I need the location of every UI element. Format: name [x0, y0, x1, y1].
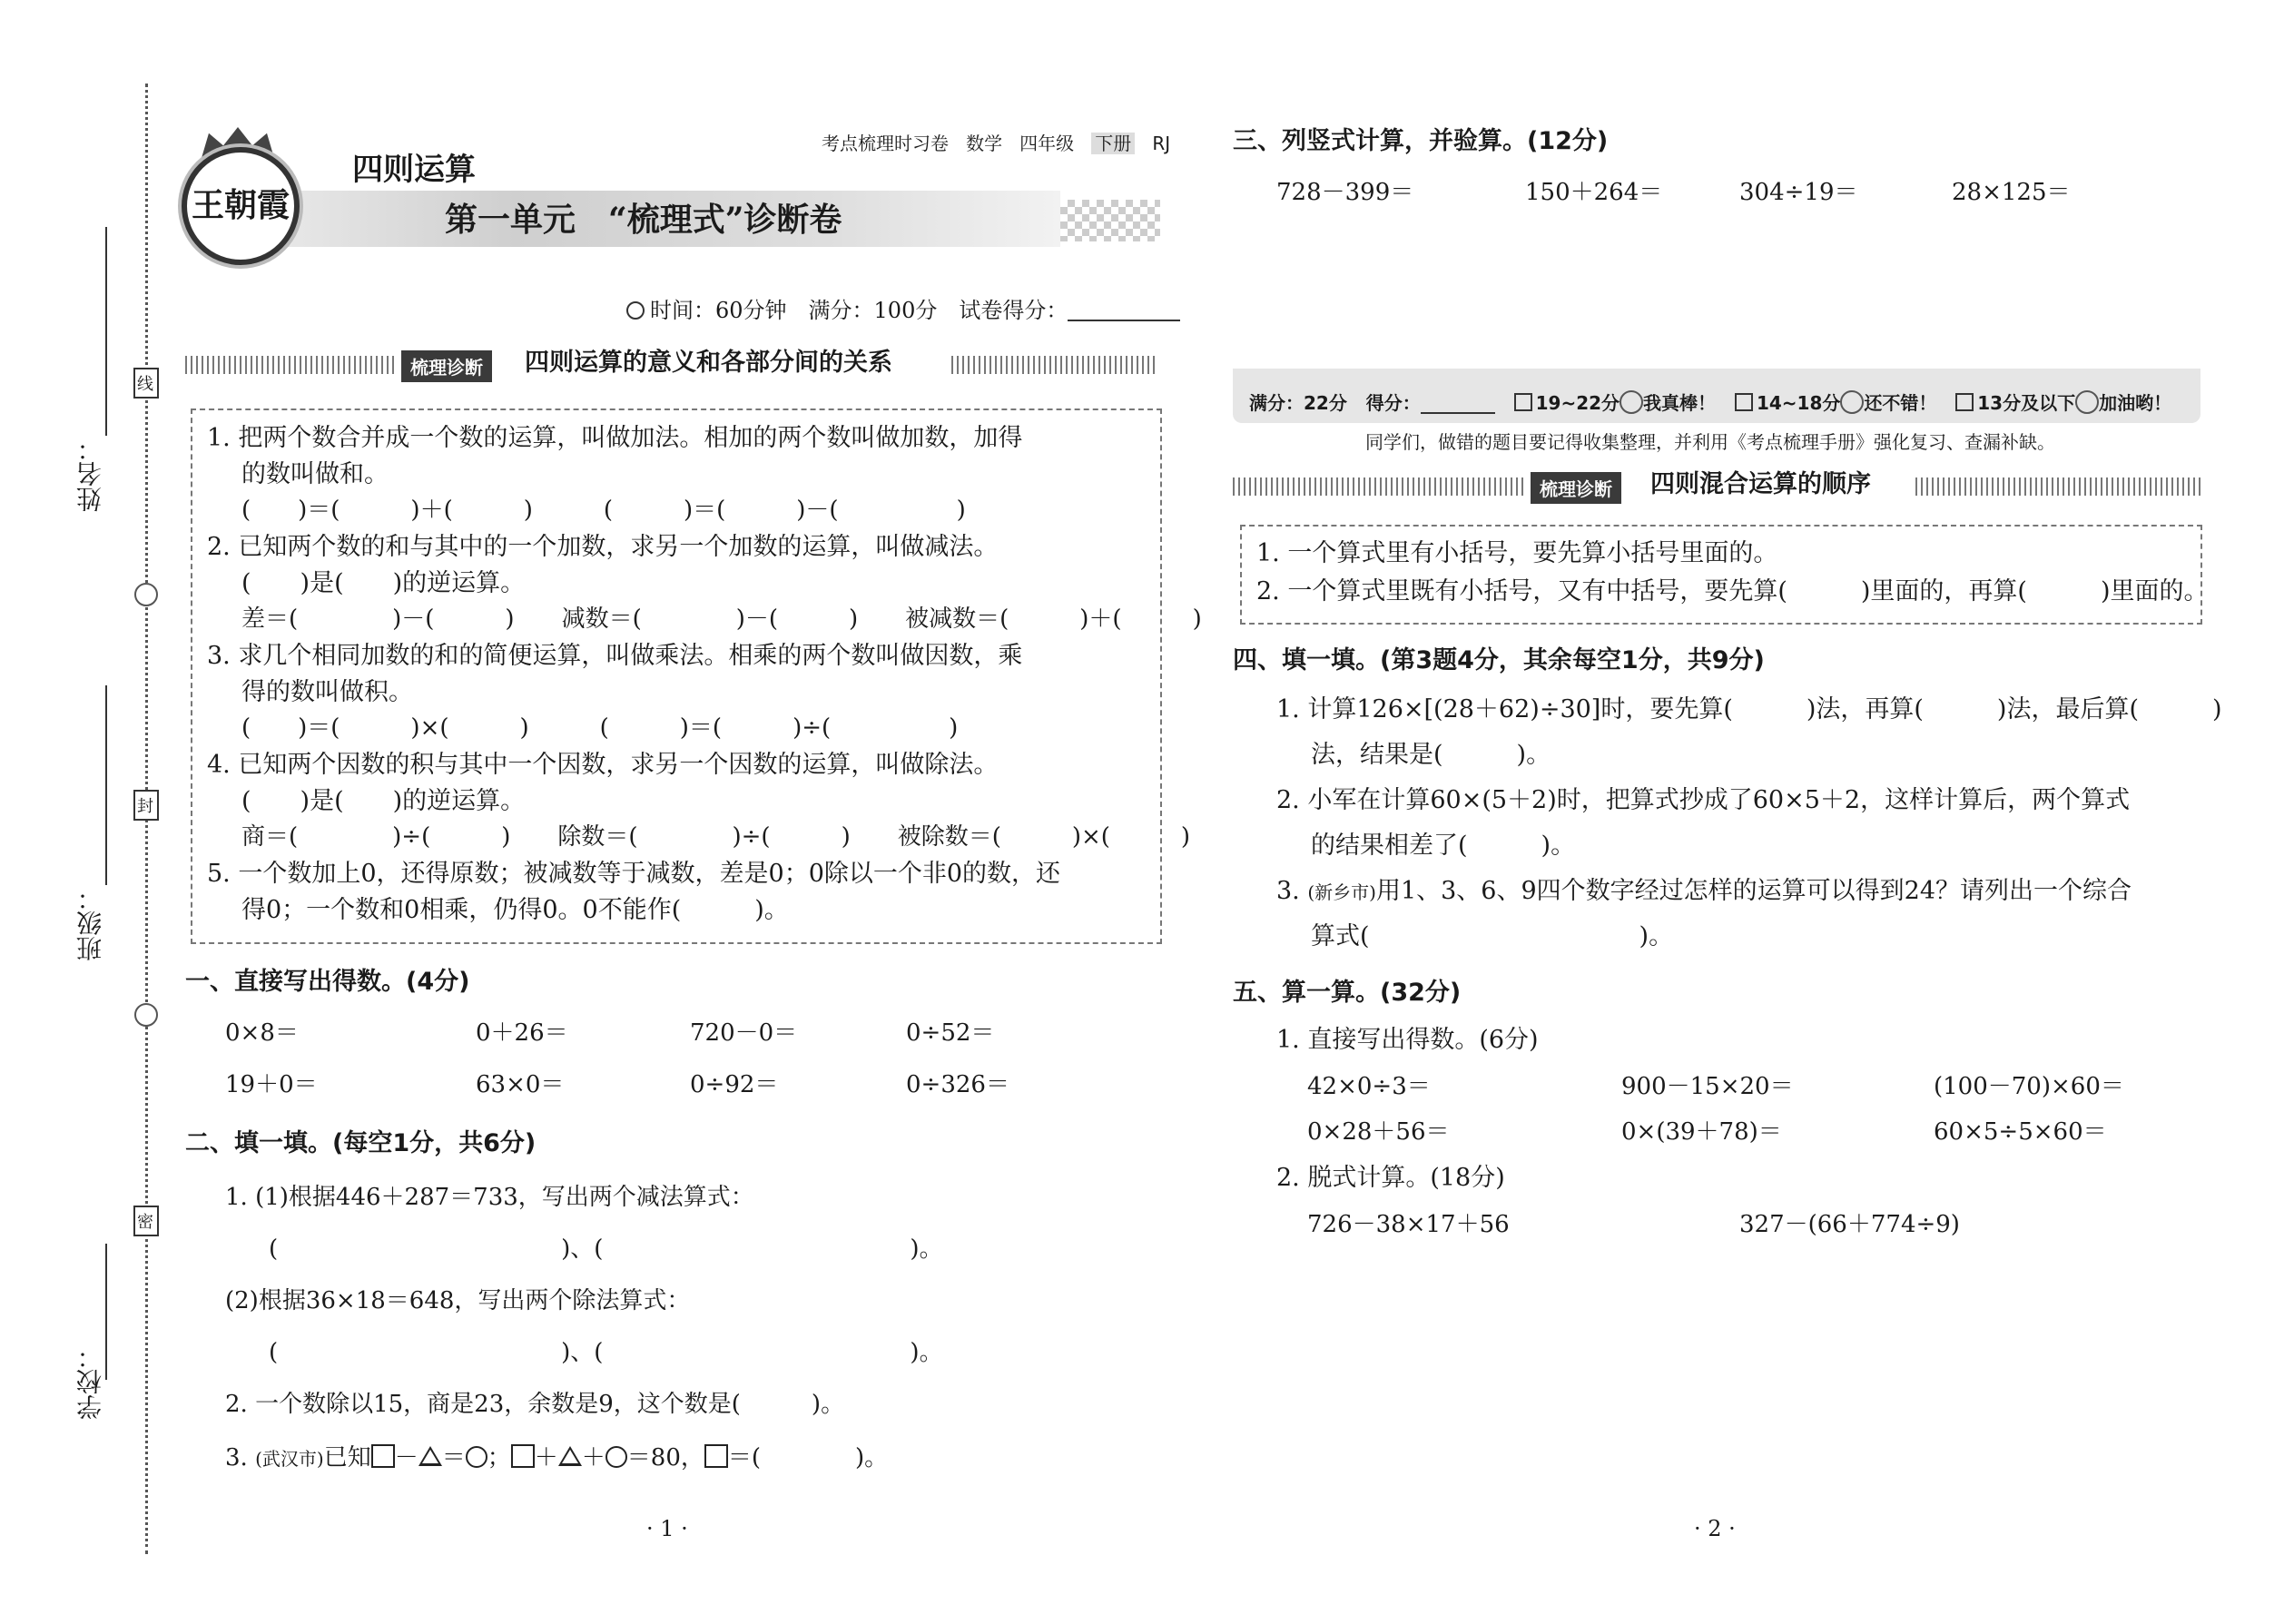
concept-blank-line[interactable]: 商＝( )÷( ) 除数＝( )÷( ) 被除数＝( )×( ) — [241, 823, 1191, 851]
square-icon — [704, 1444, 728, 1468]
question-4-2-cont[interactable]: 的结果相差了( )。 — [1311, 832, 1576, 860]
rating-checkbox[interactable] — [1955, 393, 1974, 411]
class-label: 班级： — [75, 885, 105, 961]
clock-icon — [626, 301, 645, 320]
concept-blank-line[interactable]: ( )＝( )＋( ) ( )＝( )－( ) — [241, 497, 966, 524]
question-5-2: 2. 脱式计算。(18分) — [1276, 1164, 1505, 1192]
calc-item[interactable]: 42×0÷3＝ — [1307, 1073, 1431, 1100]
question-4-2: 2. 小军在计算60×(5＋2)时，把算式抄成了60×5＋2，这样计算后，两个算式 — [1276, 786, 2131, 814]
series-name: 考点梳理时习卷 — [822, 133, 949, 154]
triangle-icon — [558, 1446, 582, 1466]
semicolon: ； — [487, 1444, 511, 1471]
concept-line: 3. 求几个相同加数的和的简便运算，叫做乘法。相乘的两个数叫做因数，乘 — [207, 642, 1023, 670]
rating-range: 14~18分 — [1756, 392, 1841, 414]
source-city: (武汉市) — [255, 1448, 324, 1470]
brand-logo — [182, 147, 300, 265]
score-blank[interactable] — [1421, 396, 1495, 414]
rating-checkbox[interactable] — [1735, 393, 1753, 411]
vertical-calc-item[interactable]: 728－399＝ — [1276, 179, 1414, 206]
rating-text: 我真棒！ — [1643, 392, 1717, 414]
answer-blanks[interactable]: ( )、( )。 — [269, 1235, 943, 1263]
rating-text: 加油哟！ — [2099, 392, 2172, 414]
circle-icon — [605, 1446, 627, 1468]
answer-blanks[interactable]: ( )、( )。 — [269, 1339, 943, 1366]
rating-range: 13分及以下 — [1977, 392, 2076, 414]
question-2-title: 二、填一填。(每空1分，共6分) — [185, 1129, 537, 1157]
vertical-calc-item[interactable]: 150＋264＝ — [1525, 179, 1663, 206]
page-number: · 1 · — [646, 1516, 688, 1541]
minus-sign: － — [394, 1444, 418, 1471]
banner-checker-decoration — [1060, 200, 1160, 241]
name-underline — [105, 227, 107, 436]
question-1-title: 一、直接写出得数。(4分) — [185, 968, 470, 996]
q2-3-text: 已知 — [323, 1444, 371, 1471]
smile-face-icon — [1840, 390, 1864, 414]
score-blank[interactable] — [1068, 298, 1180, 321]
question-2-2[interactable]: 2. 一个数除以15，商是23，余数是9，这个数是( )。 — [225, 1391, 845, 1418]
question-5-1: 1. 直接写出得数。(6分) — [1276, 1026, 1539, 1054]
calc-item[interactable]: 0÷92＝ — [690, 1071, 779, 1098]
question-4-title: 四、填一填。(第3题4分，其余每空1分，共9分) — [1233, 646, 1765, 674]
triangle-icon — [418, 1446, 442, 1466]
circle-icon — [466, 1446, 487, 1468]
calc-item[interactable]: (100－70)×60＝ — [1934, 1073, 2124, 1100]
school-label: 学校： — [75, 1343, 105, 1420]
brand-logo-text: 王朝霞 — [191, 186, 290, 224]
answer-blank[interactable]: ＝( )。 — [727, 1444, 889, 1471]
exam-meta — [626, 298, 1180, 321]
calc-item[interactable]: 0×(39＋78)＝ — [1621, 1118, 1782, 1146]
name-label: 姓名： — [75, 436, 105, 512]
concept-blank-line[interactable]: ( )＝( )×( ) ( )＝( )÷( ) — [241, 714, 959, 742]
section-tag: 梳理诊断 — [1531, 472, 1621, 504]
concept-line: 4. 已知两个因数的积与其中一个因数，求另一个因数的运算，叫做除法。 — [207, 751, 999, 779]
section-divider — [1233, 477, 1523, 496]
question-4-1[interactable]: 1. 计算126×[(28＋62)÷30]时，要先算( )法，再算( )法，最后算( ) — [1276, 695, 2222, 723]
concept-blank-line[interactable]: ( )是( )的逆运算。 — [241, 569, 526, 597]
cheer-face-icon — [2075, 390, 2099, 414]
binding-mark-seal: 封 — [133, 790, 159, 821]
plus-sign: ＋ — [534, 1444, 558, 1471]
expression-item[interactable]: 327－(66＋774÷9) — [1739, 1211, 1960, 1238]
q4-3-text: 用1、3、6、9四个数字经过怎样的运算可以得到24？请列出一个综合 — [1375, 877, 2132, 905]
concept-blank-line[interactable]: 得0；一个数和0相乘，仍得0。0不能作( )。 — [241, 896, 789, 924]
section-title: 四则运算的意义和各部分间的关系 — [525, 349, 892, 377]
question-2-3-number: 3. — [225, 1444, 256, 1471]
question-4-3-cont[interactable]: 算式( )。 — [1311, 922, 1674, 950]
subject: 数学 — [966, 133, 1003, 154]
binding-hole-icon — [134, 1003, 158, 1027]
question-4-3-number: 3. — [1276, 877, 1308, 905]
question-2-1a: 1. (1)根据446＋287＝733，写出两个减法算式： — [225, 1184, 754, 1211]
equals-80: ＝80， — [626, 1444, 704, 1471]
concept-line: 1. 把两个数合并成一个数的运算，叫做加法。相加的两个数叫做加数，加得 — [207, 424, 1023, 452]
section-divider — [185, 356, 394, 374]
score-summary — [1249, 390, 2171, 414]
grade: 四年级 — [1019, 133, 1075, 154]
page-number: · 2 · — [1694, 1516, 1736, 1541]
calc-item[interactable]: 19＋0＝ — [225, 1071, 318, 1098]
calc-item[interactable]: 0×8＝ — [225, 1019, 299, 1047]
happy-face-icon — [1620, 390, 1643, 414]
section-divider — [1915, 477, 2200, 496]
calc-item[interactable]: 60×5÷5×60＝ — [1934, 1118, 2107, 1146]
question-4-1-cont[interactable]: 法，结果是( )。 — [1311, 741, 1551, 769]
calc-item[interactable]: 0÷52＝ — [906, 1019, 995, 1047]
concept-line: 得的数叫做积。 — [241, 678, 413, 706]
calc-item[interactable]: 720－0＝ — [690, 1019, 798, 1047]
plus-sign: ＋ — [581, 1444, 605, 1471]
class-underline — [105, 685, 107, 885]
question-2-3[interactable] — [225, 1444, 888, 1470]
full-score: 满分：22分 — [1249, 392, 1347, 414]
exam-title: 第一单元 “梳理式”诊断卷 — [445, 201, 842, 239]
concept-line: 的数叫做和。 — [241, 460, 389, 488]
concept-blank-line[interactable]: ( )是( )的逆运算。 — [241, 787, 526, 815]
rating-text: 还不错！ — [1864, 392, 1937, 414]
binding-mark-fold: 密 — [133, 1206, 159, 1236]
exam-meta-text: 时间：60分钟 满分：100分 试卷得分： — [650, 298, 1068, 323]
series-info — [822, 134, 1170, 153]
section-title: 四则混合运算的顺序 — [1650, 470, 1871, 498]
rule-line: 1. 一个算式里有小括号，要先算小括号里面的。 — [1256, 539, 1778, 567]
question-4-3 — [1276, 879, 2132, 903]
rule-blank-line[interactable]: 2. 一个算式里既有小括号，又有中括号，要先算( )里面的，再算( )里面的。 — [1256, 577, 2209, 605]
edition: RJ — [1152, 133, 1171, 154]
rating-range: 19~22分 — [1535, 392, 1620, 414]
section-tag: 梳理诊断 — [401, 350, 492, 382]
square-icon — [511, 1444, 535, 1468]
square-icon — [371, 1444, 395, 1468]
concept-line: 5. 一个数加上0，还得原数；被减数等于减数，差是0；0除以一个非0的数，还 — [207, 860, 1061, 888]
equals-sign: ＝ — [441, 1444, 466, 1471]
section-divider — [951, 356, 1158, 374]
vertical-calc-item[interactable]: 304÷19＝ — [1739, 179, 1858, 206]
calc-item[interactable]: 900－15×20＝ — [1621, 1073, 1794, 1100]
question-3-title: 三、列竖式计算，并验算。(12分) — [1233, 127, 1609, 155]
binding-hole-icon — [134, 583, 158, 606]
expression-item[interactable]: 726－38×17＋56 — [1307, 1211, 1510, 1238]
question-5-title: 五、算一算。(32分) — [1233, 979, 1462, 1007]
score-label: 得分： — [1365, 392, 1421, 414]
calc-item[interactable]: 0×28＋56＝ — [1307, 1118, 1450, 1146]
calc-item[interactable]: 0÷326＝ — [906, 1071, 1009, 1098]
calc-item[interactable]: 63×0＝ — [476, 1071, 565, 1098]
volume: 下册 — [1091, 133, 1135, 154]
topic-title: 四则运算 — [352, 152, 476, 188]
rating-checkbox[interactable] — [1514, 393, 1532, 411]
source-city: (新乡市) — [1307, 881, 1376, 903]
calc-item[interactable]: 0＋26＝ — [476, 1019, 568, 1047]
concept-line: 2. 已知两个数的和与其中的一个加数，求另一个加数的运算，叫做减法。 — [207, 533, 999, 561]
review-tip: 同学们，做错的题目要记得收集整理，并利用《考点梳理手册》强化复习、查漏补缺。 — [1365, 431, 2055, 453]
vertical-calc-item[interactable]: 28×125＝ — [1952, 179, 2071, 206]
question-2-1b: (2)根据36×18＝648，写出两个除法算式： — [225, 1287, 691, 1314]
binding-mark-line: 线 — [133, 368, 159, 399]
concept-blank-line[interactable]: 差＝( )－( ) 减数＝( )－( ) 被减数＝( )＋( ) — [241, 605, 1202, 633]
